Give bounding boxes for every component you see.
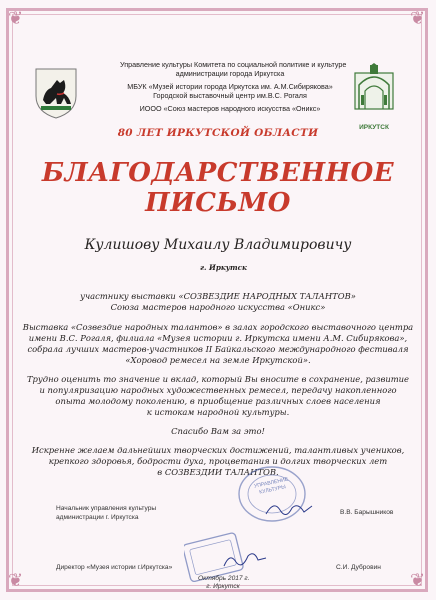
body-text-line: участнику выставки «СОЗВЕЗДИЕ НАРОДНЫХ ТАЛАНТОВ» — [80, 291, 356, 301]
body-text-line: Выставка «Созвездие народных талантов» в залах городского выставочного центра — [22, 322, 414, 332]
document-title-line1: БЛАГОДАРСТВЕННОЕ — [41, 158, 395, 188]
header-line: администрации города Иркутска — [175, 69, 285, 78]
body-text-line: и популяризацию народных художественных ремесел, передачу накопленного — [39, 385, 397, 395]
signatory-name: С.И. Дубровин — [336, 564, 381, 571]
body-text-line: крепкого здоровья, бодрости духа, процветания и долгих творческих лет — [48, 456, 388, 466]
header-line: Городской выставочный центр им.В.С. Рогаля — [153, 91, 307, 100]
irkutsk-gate-logo-icon — [352, 63, 396, 123]
recipient-city: г. Иркутск — [200, 263, 247, 272]
corner-ornament-icon: ❦ — [410, 570, 426, 591]
body-text-line: Союза мастеров народного искусства «Оникс» — [110, 302, 326, 312]
signatory-title: Начальник управления культуры — [56, 505, 157, 512]
thanks-line: Спасибо Вам за это! — [171, 426, 265, 436]
body-text-line: Искренне желаем дальнейших творческих достижений, талантливых учеников, — [31, 445, 405, 455]
irkutsk-logo-label: ИРКУТСК — [359, 124, 389, 131]
body-text-line: в СОЗВЕЗДИИ ТАЛАНТОВ. — [157, 467, 279, 477]
body-text-line: Трудно оценить то значение и вклад, который Вы вносите в сохранение, развитие — [26, 374, 410, 384]
corner-ornament-icon: ❦ — [8, 8, 24, 29]
body-text-line: опыта молодому поколению, в приобщение различных слоев населения — [55, 396, 381, 406]
body-text-line: «Хоровод ремесел на земле Иркутской». — [125, 355, 311, 365]
stamp-text: УПРАВЛЕНИЕ КУЛЬТУРЫ — [253, 476, 289, 496]
header-line: МБУК «Музей истории города Иркутска им. А.М.Сибирякова» — [127, 82, 333, 91]
issue-date: Октябрь 2017 г. — [198, 575, 250, 582]
signature-icon — [222, 548, 268, 572]
document-title-line2: ПИСЬМО — [145, 188, 291, 218]
corner-ornament-icon: ❦ — [8, 570, 24, 591]
corner-ornament-icon: ❦ — [410, 8, 426, 29]
body-text-line: к истокам народной культуры. — [146, 407, 290, 417]
issue-city: г. Иркутск — [206, 583, 240, 590]
body-text-line: имени В.С. Рогаля, филиала «Музея истории г. Иркутска имени А.М. Сибирякова», — [28, 333, 408, 343]
anniversary-subtitle: 80 ЛЕТ ИРКУТСКОЙ ОБЛАСТИ — [117, 127, 319, 139]
signatory-name: В.В. Барышников — [340, 509, 394, 516]
body-text-line: собрала лучших мастеров-участников II Байкальского международного фестиваля — [27, 344, 409, 354]
header-line: Управление культуры Комитета по социальной политике и культуре — [120, 60, 347, 69]
recipient-name: Кулишову Михаилу Владимировичу — [84, 237, 352, 253]
irkutsk-coat-of-arms-icon — [33, 66, 79, 120]
signature-icon — [264, 498, 314, 520]
header-line: ИООО «Союз мастеров народного искусства «Оникс» — [139, 104, 321, 113]
signatory-title: администрации г. Иркутска — [56, 514, 139, 521]
signatory-title: Директор «Музея истории г.Иркутска» — [56, 564, 173, 571]
